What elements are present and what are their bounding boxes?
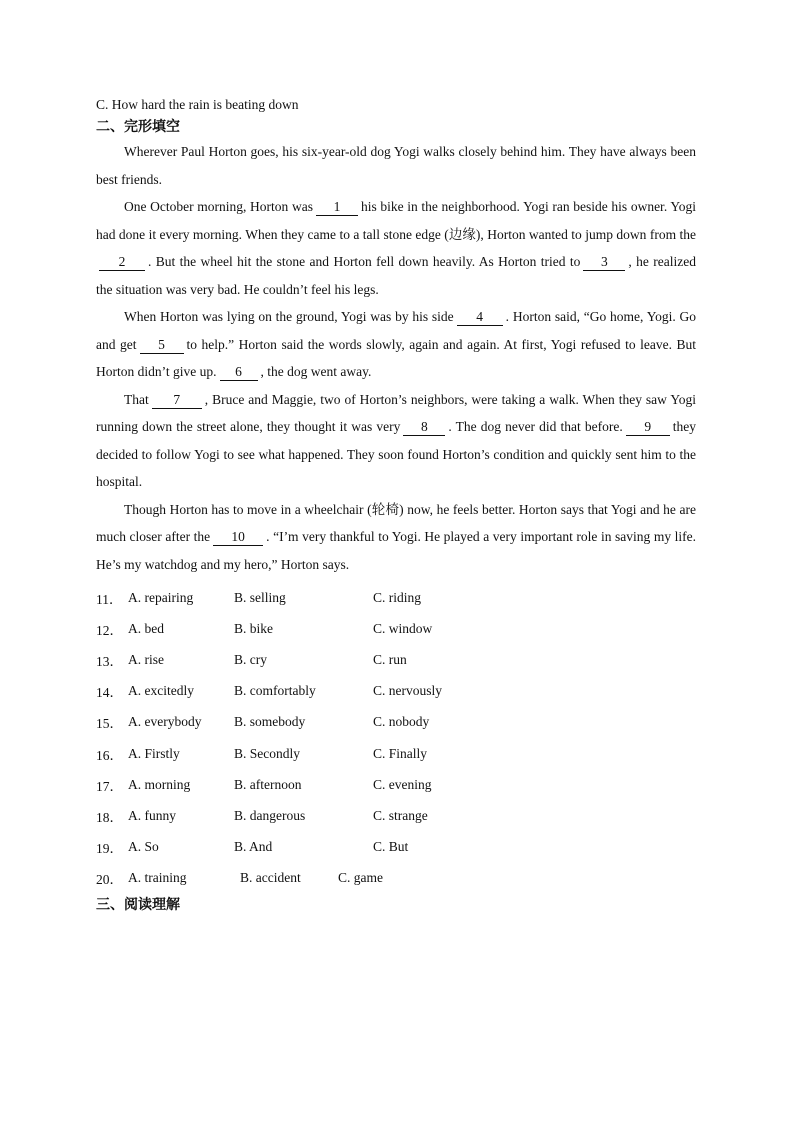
option-a: A. Firstly — [128, 745, 180, 761]
question-number: 13． — [96, 653, 123, 669]
question-number: 18． — [96, 809, 123, 825]
option-c: C. riding — [373, 589, 422, 605]
option-a: A. bed — [128, 620, 164, 636]
blank-4: 4 — [457, 309, 503, 326]
blank-2: 2 — [99, 254, 145, 271]
blank-6: 6 — [220, 364, 258, 381]
option-b: B. selling — [234, 589, 286, 605]
question-number: 12． — [96, 622, 123, 638]
blank-9: 9 — [626, 419, 670, 436]
question-row — [96, 769, 696, 800]
previous-option-c: C. How hard the rain is beating down — [96, 97, 299, 112]
option-a: A. rise — [128, 651, 164, 667]
blank-10: 10 — [213, 529, 263, 546]
blank-5: 5 — [140, 337, 184, 354]
option-b: B. accident — [240, 870, 301, 886]
option-c: C. Finally — [373, 745, 428, 761]
question-number: 19． — [96, 841, 123, 857]
question-row — [96, 707, 696, 738]
question-number: 20． — [96, 872, 123, 888]
option-c: C. strange — [373, 807, 428, 823]
option-b: B. somebody — [234, 714, 306, 730]
blank-3: 3 — [583, 254, 625, 271]
question-number: 14． — [96, 685, 123, 701]
question-number: 11． — [96, 591, 123, 607]
question-row — [96, 676, 696, 707]
option-b: B. afternoon — [234, 776, 302, 792]
option-a: A. repairing — [128, 589, 194, 605]
question-row — [96, 738, 696, 769]
passage-paragraph-1: Wherever Paul Horton goes, his six-year-old dog Yogi walks closely behind him. They have always been best friends. — [96, 144, 696, 187]
question-row — [96, 863, 696, 894]
passage-paragraph-5: Though Horton has to move in a wheelchair (轮椅) now, he feels better. Horton says that Yogi and he are much closer after the 10 . “I’m very thankful to Yogi. He played a very important role in saving my life. He’s my watchdog and my hero,” Horton says. — [96, 501, 696, 572]
question-options — [96, 582, 696, 894]
option-a: A. excitedly — [128, 683, 194, 699]
option-c: C. But — [373, 839, 409, 855]
option-c: C. game — [338, 870, 383, 886]
passage-paragraph-3: When Horton was lying on the ground, Yogi was by his side 4 . Horton said, “Go home, Yogi. Go and get 5 to help.” Horton said the words slowly, again and again. At first, Yogi refused to leave. But Horton didn’t give up. 6 , the dog went away. — [96, 309, 697, 379]
option-b: B. cry — [234, 651, 267, 667]
option-c: C. run — [373, 651, 407, 667]
section-reading-title: 三、阅读理解 — [96, 896, 180, 913]
option-a: A. So — [128, 839, 159, 855]
question-row — [96, 832, 696, 863]
section-cloze-title: 二、完形填空 — [96, 119, 180, 135]
option-a: A. everybody — [128, 714, 202, 730]
question-row — [96, 582, 696, 613]
option-a: A. funny — [128, 807, 176, 823]
blank-7: 7 — [152, 392, 202, 409]
option-b: B. dangerous — [234, 807, 306, 823]
document-page — [96, 94, 696, 916]
option-c: C. window — [373, 620, 433, 636]
option-b: B. Secondly — [234, 745, 300, 761]
option-a: A. morning — [128, 776, 191, 792]
passage-paragraph-2: One October morning, Horton was 1 his bike in the neighborhood. Yogi ran beside his owner. Yogi had done it every morning. When they came to a tall stone edge (边缘), Horton wanted to jump down from the2 . But the wheel hit the stone and Horton fell down heavily. As Horton tried to 3 , he realized the situation was very bad. He couldn’t feel his legs. — [96, 199, 696, 297]
question-number: 15． — [96, 716, 123, 732]
question-number: 16． — [96, 747, 123, 763]
question-number: 17． — [96, 778, 123, 794]
blank-1: 1 — [316, 199, 358, 216]
passage-paragraph-4: That 7 , Bruce and Maggie, two of Horton’s neighbors, were taking a walk. When they saw Yogi running down the street alone, they thought it was very 8 . The dog never did that before. 9 they decided to follow Yogi to see what happened. They soon found Horton’s condition and quickly sent him to the hospital. — [96, 391, 696, 489]
question-row — [96, 800, 696, 831]
option-b: B. And — [234, 839, 273, 855]
option-c: C. evening — [373, 776, 432, 792]
option-b: B. comfortably — [234, 683, 316, 699]
option-b: B. bike — [234, 620, 273, 636]
question-row — [96, 613, 696, 644]
option-c: C. nervously — [373, 683, 442, 699]
option-c: C. nobody — [373, 714, 430, 730]
option-a: A. training — [128, 870, 187, 886]
question-row — [96, 644, 696, 675]
blank-8: 8 — [403, 419, 445, 436]
